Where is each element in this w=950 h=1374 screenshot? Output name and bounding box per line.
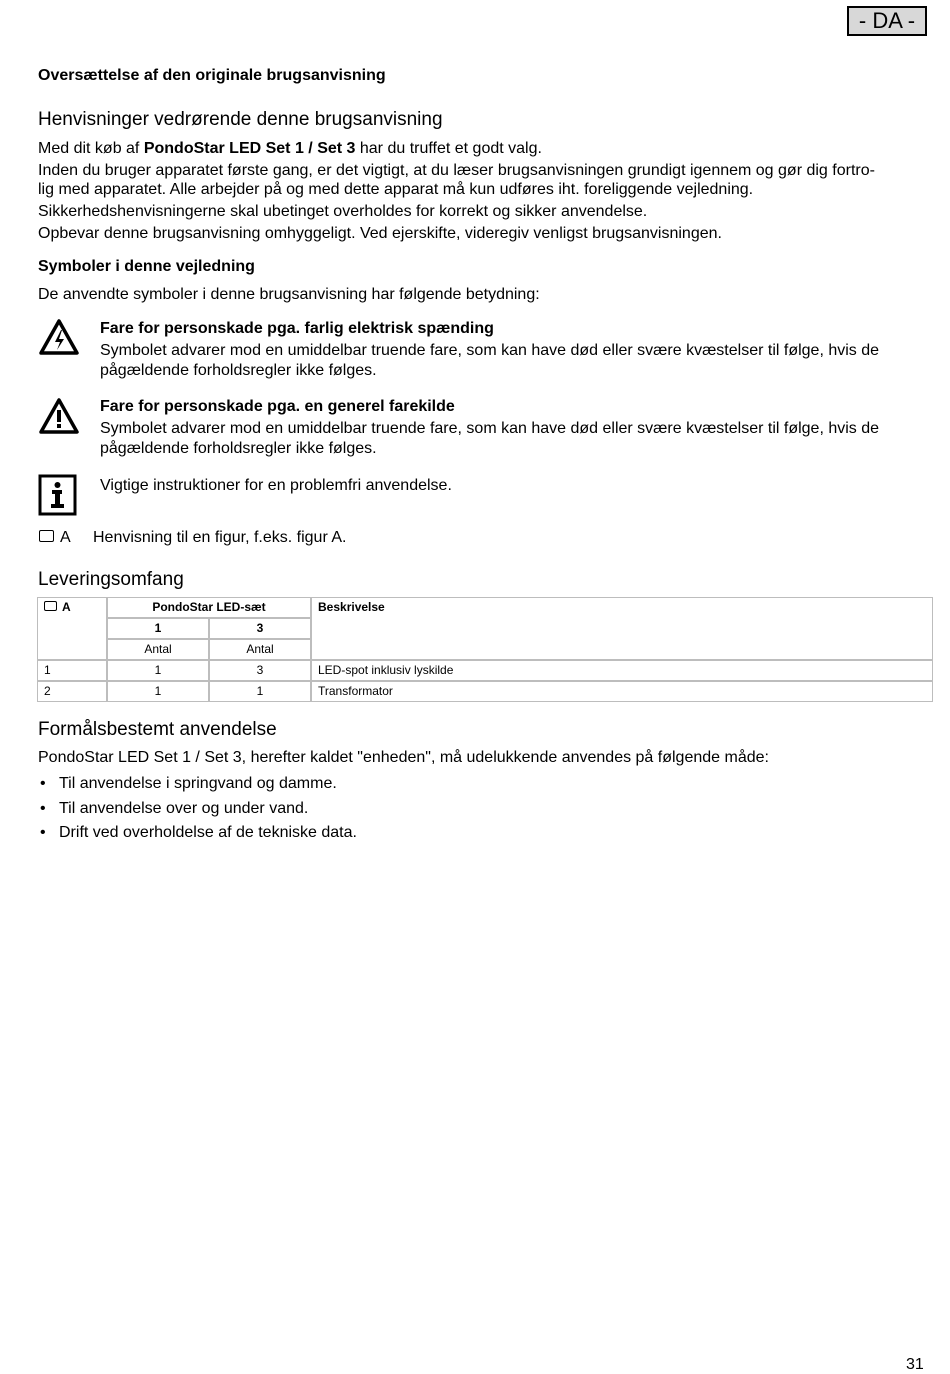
unit-set-1: Antal — [107, 639, 209, 660]
row-qty-set-3: 3 — [209, 660, 311, 681]
section-heading-symbols: Symboler i denne vejledning — [38, 258, 255, 275]
symbol-text-general: Symbolet advarer mod en umiddelbar truende fare, som kan have død eller svære kvæstelser til følge, hvis de pågældende forholdsregler ikke følges. — [100, 420, 880, 457]
language-tab: - DA - — [847, 6, 927, 36]
header-description: Beskrivelse — [311, 597, 933, 660]
figure-icon — [44, 601, 57, 611]
section-heading-intended-use: Formålsbestemt anvendelse — [38, 719, 277, 740]
table-row — [37, 681, 933, 702]
safety-paragraph: Sikkerhedshenvisningerne skal ubetinget overholdes for korrekt og sikker anvendelse. — [38, 203, 648, 220]
row-qty-set-1: 1 — [107, 660, 209, 681]
bullet-icon: • — [40, 799, 46, 817]
figure-ref-example — [39, 529, 71, 547]
header-set: PondoStar LED-sæt — [107, 597, 311, 618]
list-item: • Til anvendelse over og under vand. — [38, 797, 357, 822]
intended-use-intro: PondoStar LED Set 1 / Set 3, herefter kaldet "enheden", må udelukkende anvendes på følgende måde: — [38, 749, 769, 766]
product-name: PondoStar LED Set 1 / Set 3 — [143, 140, 356, 157]
row-qty-set-1: 1 — [107, 681, 209, 702]
section-heading-scope: Leveringsomfang — [38, 569, 184, 590]
scope-table — [37, 597, 933, 702]
symbol-text-info: Vigtige instruktioner for en problemfri anvendelse. — [100, 477, 452, 494]
section-heading-notes: Henvisninger vedrørende denne brugsanvisning — [38, 109, 443, 130]
header-figure: A — [37, 597, 107, 660]
notes-paragraph-line-1: Inden du bruger apparatet første gang, er det vigtigt, at du læser brugsanvisningen grundigt igennem og gør dig fortro- — [38, 162, 875, 179]
header-set-3: 3 — [209, 618, 311, 639]
table-row — [37, 660, 933, 681]
row-figure: 2 — [37, 681, 107, 702]
info-icon — [38, 474, 78, 521]
figure-icon — [39, 530, 54, 542]
list-item: • Drift ved overholdelse af de tekniske data. — [38, 821, 357, 846]
page-number: 31 — [906, 1356, 924, 1373]
translation-note: Oversættelse af den originale brugsanvisning — [38, 67, 386, 84]
intended-use-list — [38, 772, 357, 846]
symbol-text-electric: Symbolet advarer mod en umiddelbar truende fare, som kan have død eller svære kvæstelser til følge, hvis de pågældende forholdsregler ikke følges. — [100, 342, 880, 379]
row-description: LED-spot inklusiv lyskilde — [311, 660, 933, 681]
symbol-title-general: Fare for personskade pga. en generel farekilde — [100, 398, 455, 415]
general-warning-icon — [38, 397, 80, 440]
figure-ref-label: A — [60, 529, 71, 546]
unit-set-3: Antal — [209, 639, 311, 660]
figure-ref-text: Henvisning til en figur, f.eks. figur A. — [93, 529, 347, 546]
intro-paragraph: Med dit køb af PondoStar LED Set 1 / Set 3 har du truffet et godt valg. — [38, 140, 542, 157]
symbol-title-electric: Fare for personskade pga. farlig elektrisk spænding — [100, 320, 494, 337]
symbols-intro: De anvendte symboler i denne brugsanvisning har følgende betydning: — [38, 286, 540, 303]
notes-paragraph-line-2: lig med apparatet. Alle arbejder på og med dette apparat må kun udføres iht. foreliggende vejledning. — [38, 181, 754, 198]
row-figure: 1 — [37, 660, 107, 681]
list-item: • Til anvendelse i springvand og damme. — [38, 772, 357, 797]
row-qty-set-3: 1 — [209, 681, 311, 702]
row-description: Transformator — [311, 681, 933, 702]
electric-warning-icon — [38, 318, 80, 361]
table-header-row — [37, 597, 933, 618]
bullet-icon: • — [40, 824, 46, 841]
bullet-icon: • — [40, 775, 46, 792]
keep-manual-paragraph: Opbevar denne brugsanvisning omhyggeligt. Ved ejerskifte, videregiv venligst brugsanvisningen. — [38, 225, 722, 242]
header-set-1: 1 — [107, 618, 209, 639]
